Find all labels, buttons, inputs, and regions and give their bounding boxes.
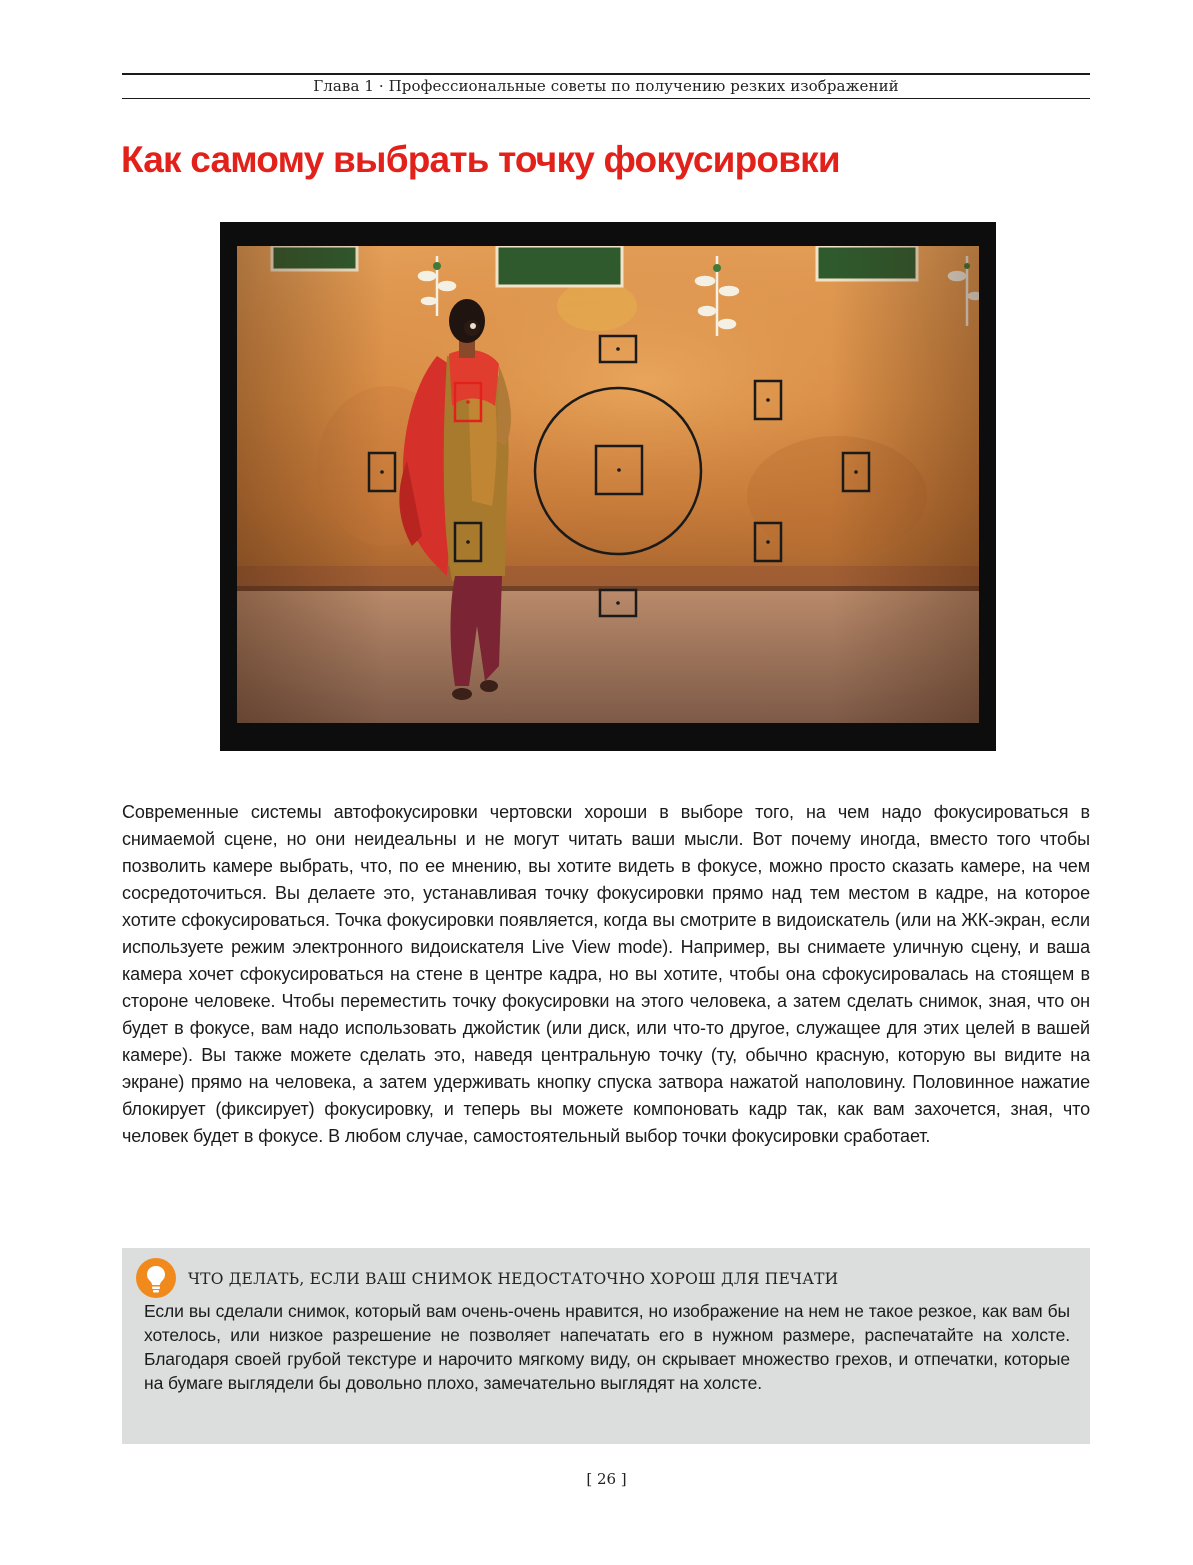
body-paragraph: Современные системы автофокусировки чертовски хороши в выборе того, на чем надо фокусироваться в снимаемой сцене, но они неидеальны и не могут читать ваши мысли. Вот почему иногда, вместо того чтобы позволить камере выбрать, что, по ее мнению, вы хотите видеть в фокусе, можно просто сказать камере, на чем сосредоточиться. Вы делаете это, устанавливая точку фокусировки прямо над тем местом в кадре, на которое хотите сфокусироваться. Точка фокусировки появляется, когда вы смотрите в видоискатель (или на ЖК-экран, если используете режим электронного видоискателя Live View mode). Например, вы снимаете уличную сцену, и ваша камера хочет сфокусироваться на стене в центре кадра, но вы хотите, чтобы она сфокусировалась на стоящем в стороне человеке. Чтобы переместить точку фокусировки на этого человека, а затем сделать снимок, зная, что он будет в фокусе, вам надо использовать джойстик (или диск, или что-то другое, служащее для этих целей в вашей камере). Вы также можете сделать это, наведя центральную точку (ту, обычно красную, которую вы видите на экране) прямо на человека, а затем удерживать кнопку спуска затвора нажатой наполовину. Половинное нажатие блокирует (фиксирует) фокусировку, и теперь вы можете компоновать кадр так, как вам захочется, зная, что человек будет в фокусе. В любом случае, самостоятельный выбор точки фокусировки сработает. [122, 802, 1090, 1146]
lightbulb-icon [135, 1257, 177, 1299]
page-title: Как самому выбрать точку фокусировки [121, 139, 840, 180]
viewfinder-photo-frame [220, 222, 996, 751]
tip-body: Если вы сделали снимок, который вам очень-очень нравится, но изображение на нем не такое резкое, как вам бы хотелось, или низкое разрешение не позволяет напечатать его в нужном размере, распечатайте на холсте. Благодаря своей грубой текстуре и нарочито мягкому виду, он скрывает множество грехов, и отпечатки, которые на бумаге выглядели бы довольно плохо, замечательно выглядят на холсте. [144, 1301, 1070, 1393]
tip-heading: ЧТО ДЕЛАТЬ, ЕСЛИ ВАШ СНИМОК НЕДОСТАТОЧНО ХОРОШ ДЛЯ ПЕЧАТИ [188, 1270, 839, 1288]
tip-box [122, 1248, 1090, 1444]
viewfinder-focus-points-photo [237, 246, 979, 723]
running-header: Глава 1 · Профессиональные советы по получению резких изображений [122, 73, 1090, 99]
page-number: [ 26 ] [586, 1470, 627, 1488]
